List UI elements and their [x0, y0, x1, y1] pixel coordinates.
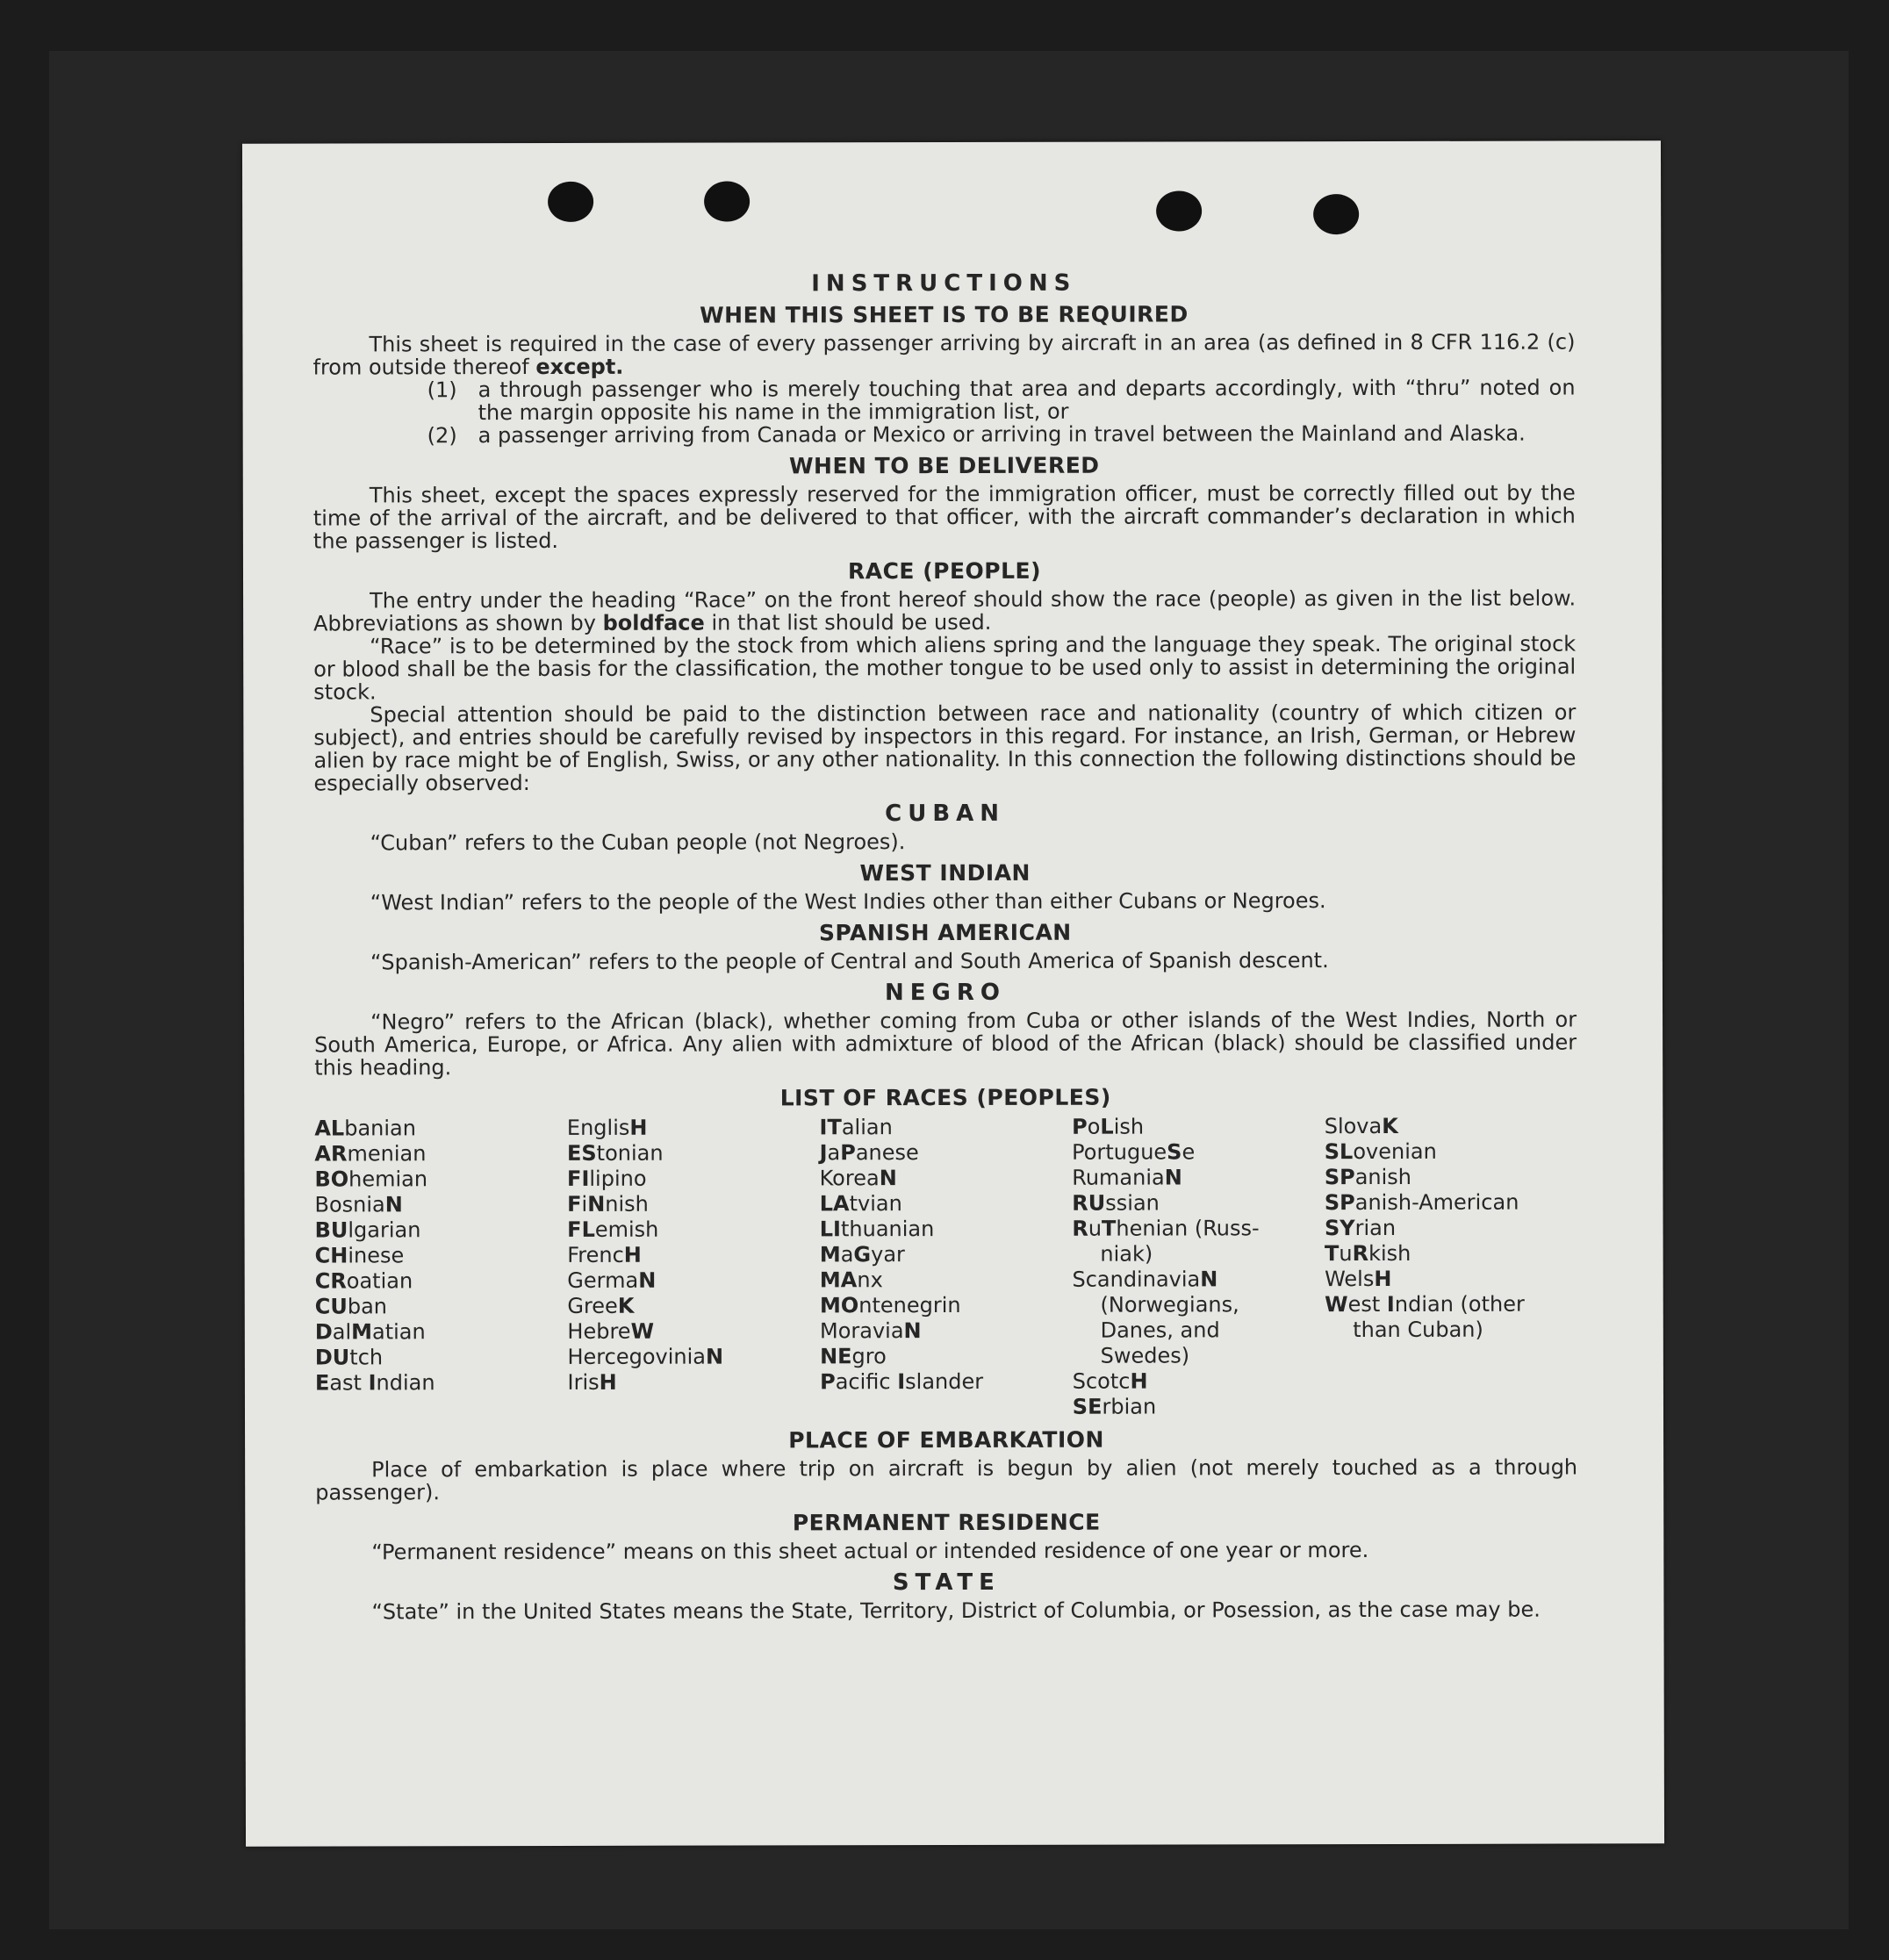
race-entry: SYrian — [1324, 1215, 1397, 1241]
instructions-content — [312, 271, 1577, 1624]
races-column — [567, 1115, 820, 1421]
race-entry: PoLish — [1072, 1114, 1145, 1139]
race-entry: MaGyar — [819, 1242, 905, 1267]
race-entry: SLovenian — [1324, 1138, 1437, 1165]
punch-hole — [704, 181, 750, 221]
race-entry: ARmenian — [314, 1141, 427, 1167]
race-entry: JaPanese — [819, 1140, 919, 1166]
race-entry: ScotcH — [1072, 1368, 1148, 1394]
state-heading: STATE — [892, 1569, 1001, 1597]
race-entry: HercegoviniaN — [567, 1344, 724, 1369]
state-text: “State” in the United States means the State, Territory, District of Columbia, or Posession, as the case may be. — [371, 1597, 1541, 1625]
race-paragraph: Special attention should be paid to the distinction between race and nationality (country of which citizen or subject), and entries should be carefully revised by inspectors in this regard. For instance, an Irish, German, or Hebrew alien by race might be of English, Swiss, or any other nationality. In this connection the following distinctions should be especially observed: — [313, 700, 1577, 796]
punch-hole — [1156, 190, 1202, 231]
races-column — [314, 1116, 567, 1422]
race-entry: KoreaN — [819, 1166, 897, 1191]
document-page — [242, 140, 1664, 1846]
race-entry: DUtch — [314, 1345, 384, 1370]
race-entry: DalMatian — [314, 1319, 426, 1345]
race-entry: NEgro — [820, 1344, 887, 1369]
residence-heading: PERMANENT RESIDENCE — [792, 1509, 1101, 1536]
race-entry: MOntenegrin — [819, 1292, 961, 1318]
list-of-races-heading: LIST OF RACES (PEOPLES) — [779, 1084, 1111, 1111]
exception-item: (2) a passenger arriving from Canada or Mexico or arriving in travel between the Mainland and Alaska. — [427, 420, 1526, 449]
race-entry: CUban — [314, 1294, 388, 1319]
race-entry: TuRkish — [1324, 1240, 1411, 1267]
race-entry: RuThenian (Russ- niak) — [1072, 1216, 1260, 1267]
race-entry: CRoatian — [314, 1268, 413, 1294]
race-entry: RUssian — [1072, 1190, 1160, 1216]
spanish-american-text: “Spanish-American” refers to the people of Central and South America of Spanish descent. — [370, 948, 1329, 975]
negro-heading: NEGRO — [884, 979, 1007, 1007]
race-entry: ScandinaviaN (Norwegians, Danes, and Swedes) — [1072, 1267, 1239, 1368]
races-column — [819, 1115, 1072, 1421]
residence-text: “Permanent residence” means on this sheet actual or intended residence of one year or more. — [371, 1538, 1369, 1565]
race-paragraph: “Race” is to be determined by the stock from which aliens spring and the language they speak. The original stock or blood shall be the basis for the classification, the mother tongue to be used only to assist in determining the original stock. — [313, 631, 1577, 705]
race-entry: GreeK — [567, 1293, 635, 1318]
race-entry: ALbanian — [314, 1116, 416, 1141]
required-text: This sheet is required in the case of every passenger arriving by aircraft in an area (as defined in 8 CFR 116.2 (c) from outside thereof except. — [312, 329, 1576, 380]
race-entry: West Indian (other than Cuban) — [1325, 1291, 1525, 1343]
races-column — [1072, 1114, 1325, 1420]
race-entry: BosniaN — [314, 1192, 403, 1217]
race-entry: ITalian — [819, 1115, 893, 1140]
embarkation-heading: PLACE OF EMBARKATION — [788, 1426, 1104, 1454]
race-entry: PortugueSe — [1072, 1139, 1196, 1165]
embarkation-text: Place of embarkation is place where trip on aircraft is begun by alien (not merely touched as a through passenger). — [315, 1454, 1578, 1505]
race-entry: FrencH — [567, 1242, 642, 1267]
races-column — [1325, 1114, 1577, 1420]
required-heading: WHEN THIS SHEET IS TO BE REQUIRED — [700, 301, 1189, 328]
race-entry: MoraviaN — [819, 1318, 922, 1344]
cuban-heading: CUBAN — [885, 800, 1006, 828]
punch-hole — [1313, 194, 1359, 234]
race-heading: RACE (PEOPLE) — [847, 557, 1042, 585]
race-entry: HebreW — [567, 1318, 655, 1344]
race-entry: EStonian — [566, 1140, 664, 1166]
race-entry: SlovaK — [1324, 1113, 1398, 1139]
race-entry: FIlipino — [567, 1166, 647, 1191]
delivered-heading: WHEN TO BE DELIVERED — [788, 452, 1100, 479]
race-entry: IrisH — [567, 1369, 617, 1395]
race-entry: LIthuanian — [819, 1217, 935, 1242]
race-entry: FLemish — [567, 1217, 659, 1242]
west-indian-heading: WEST INDIAN — [859, 859, 1031, 887]
race-entry: LAtvian — [819, 1191, 902, 1217]
race-entry: WelsH — [1325, 1266, 1392, 1292]
spanish-american-heading: SPANISH AMERICAN — [818, 919, 1072, 946]
delivered-text: This sheet, except the spaces expressly reserved for the immigration officer, must be correctly filled out by the time of the arrival of the aircraft, and be delivered to that officer, with the aircraft commander’s declaration in which the passenger is listed. — [312, 480, 1576, 554]
cuban-text: “Cuban” refers to the Cuban people (not Negroes). — [370, 829, 906, 856]
race-entry: BOhemian — [314, 1167, 428, 1192]
race-entry: GermaN — [567, 1267, 657, 1293]
race-entry: BUlgarian — [314, 1217, 421, 1243]
race-entry: RumaniaN — [1072, 1165, 1182, 1190]
race-entry: SPanish — [1324, 1164, 1412, 1190]
race-entry: CHinese — [314, 1243, 405, 1268]
negro-text: “Negro” refers to the African (black), whether coming from Cuba or other islands of the West Indies, North or South America, Europe, or Africa. Any alien with admixture of blood of the African (black) should be classified under this heading. — [314, 1007, 1577, 1081]
races-list — [314, 1114, 1577, 1422]
race-entry: FiNnish — [567, 1191, 649, 1217]
punch-hole — [548, 182, 593, 222]
west-indian-text: “West Indian” refers to the people of the West Indies other than either Cubans or Negroes. — [370, 888, 1326, 915]
race-entry: Pacific Islander — [820, 1368, 984, 1395]
race-entry: SPanish-American — [1324, 1189, 1519, 1216]
race-entry: MAnx — [819, 1267, 883, 1293]
race-entry: East Indian — [314, 1370, 435, 1396]
race-entry: SErbian — [1072, 1394, 1157, 1419]
race-paragraph: The entry under the heading “Race” on the front hereof should show the race (people) as given in the list below. Abbreviations as shown by boldface in that list should be used. — [313, 585, 1577, 636]
race-entry: EnglisH — [566, 1115, 648, 1140]
instructions-title: INSTRUCTIONS — [811, 269, 1077, 298]
exception-item: (1) a through passenger who is merely touching that area and departs accordingly, with “thru” noted on the margin opposite his name in the immigration list, or — [427, 375, 1576, 426]
